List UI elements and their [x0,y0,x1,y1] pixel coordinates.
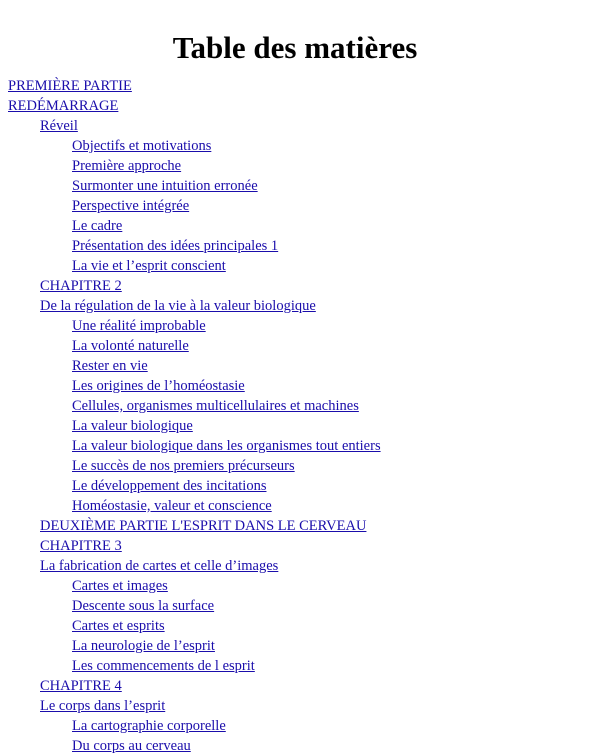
toc-link[interactable]: De la régulation de la vie à la valeur biologique [40,298,316,314]
toc-entry [0,676,590,696]
toc-link[interactable]: La neurologie de l’esprit [72,638,215,654]
toc-entry [0,176,590,196]
toc-link[interactable]: CHAPITRE 2 [40,278,122,294]
toc-link[interactable]: REDÉMARRAGE [8,98,119,114]
toc-link[interactable]: Une réalité improbable [72,318,206,334]
toc-link[interactable]: Le corps dans l’esprit [40,698,166,714]
toc-entry [0,396,590,416]
toc-link[interactable]: La fabrication de cartes et celle d’images [40,558,279,574]
toc-link[interactable]: Surmonter une intuition erronée [72,178,258,194]
toc-link[interactable]: Descente sous la surface [72,598,215,614]
toc-entry [0,116,590,136]
toc-entry [0,736,590,756]
toc-entry [0,656,590,676]
toc-entry [0,696,590,716]
toc-link[interactable]: Le développement des incitations [72,478,267,494]
toc-link[interactable]: DEUXIÈME PARTIE L'ESPRIT DANS LE CERVEAU [40,518,367,534]
toc-entry [0,236,590,256]
toc-link[interactable]: Cartes et esprits [72,618,165,634]
toc-entry [0,256,590,276]
toc-link[interactable]: Le succès de nos premiers précurseurs [72,458,295,474]
toc-entry [0,216,590,236]
toc-entry [0,136,590,156]
toc-entry [0,536,590,556]
toc-entry [0,476,590,496]
toc-entry [0,436,590,456]
table-of-contents [0,76,590,756]
toc-entry [0,636,590,656]
toc-entry [0,156,590,176]
toc-link[interactable]: Réveil [40,118,78,134]
toc-entry [0,336,590,356]
toc-entry [0,616,590,636]
page-title: Table des matières [172,29,418,65]
toc-link[interactable]: La vie et l’esprit conscient [72,258,226,274]
toc-entry [0,376,590,396]
toc-link[interactable]: Perspective intégrée [72,198,190,214]
toc-link[interactable]: Cellules, organismes multicellulaires et machines [72,398,359,414]
toc-entry [0,76,590,96]
toc-entry [0,196,590,216]
toc-link[interactable]: Rester en vie [72,358,148,374]
toc-link[interactable]: La valeur biologique [72,418,193,434]
toc-link[interactable]: La cartographie corporelle [72,718,226,734]
toc-link[interactable]: Première approche [72,158,182,174]
toc-entry [0,496,590,516]
toc-link[interactable]: Cartes et images [72,578,168,594]
toc-entry [0,416,590,436]
toc-entry [0,316,590,336]
toc-entry [0,356,590,376]
toc-entry [0,716,590,736]
toc-link[interactable]: PREMIÈRE PARTIE [8,78,132,94]
toc-entry [0,276,590,296]
toc-link[interactable]: La valeur biologique dans les organismes tout entiers [72,438,381,454]
toc-entry [0,516,590,536]
toc-link[interactable]: Le cadre [72,218,123,234]
toc-entry [0,96,590,116]
toc-entry [0,296,590,316]
toc-link[interactable]: CHAPITRE 3 [40,538,122,554]
toc-entry [0,556,590,576]
toc-link[interactable]: CHAPITRE 4 [40,678,122,694]
toc-link[interactable]: Du corps au cerveau [72,738,191,754]
toc-link[interactable]: Les origines de l’homéostasie [72,378,245,394]
toc-entry [0,576,590,596]
toc-link[interactable]: La volonté naturelle [72,338,189,354]
toc-link[interactable]: Objectifs et motivations [72,138,212,154]
toc-link[interactable]: Les commencements de l esprit [72,658,255,674]
toc-link[interactable]: Présentation des idées principales 1 [72,238,279,254]
toc-entry [0,596,590,616]
toc-entry [0,456,590,476]
toc-link[interactable]: Homéostasie, valeur et conscience [72,498,272,514]
